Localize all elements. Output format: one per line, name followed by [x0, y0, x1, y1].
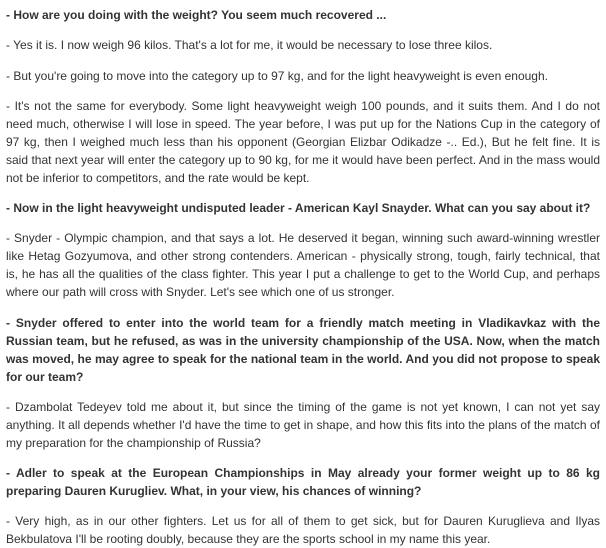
answer-paragraph: - It's not the same for everybody. Some light heavyweight weigh 100 pounds, and it suits them. And I do not need much, otherwise I will lose in speed. The year before, I was put up for the Nations Cup in the category of 97 kg, then I weighed much less than his opponent (Georgian Elizbar Odikadze -.. Ed.), But he felt fine. It is said that next year will enter the category up to 90 kg, for me it would have been perfect. And in the mass would not be inferior to competitors, and the rate would be kept.	[6, 99, 600, 185]
answer-paragraph: - Very high, as in our other fighters. Let us for all of them to get sick, but for Dauren Kuruglieva and Ilyas Bekbulatova I'll be rooting doubly, because they are the sports school in my name this year.	[6, 514, 600, 546]
answer-paragraph: - Yes it is. I now weigh 96 kilos. That's a lot for me, it would be necessary to lose three kilos.	[6, 38, 493, 52]
interview-article	[0, 6, 606, 548]
question-paragraph: - Snyder offered to enter into the world team for a friendly match meeting in Vladikavkaz with the Russian team, but he refused, as was in the university championship of the USA. Now, when the match was moved, he may agree to speak for the national team in the world. And you did not propose to speak for our team?	[6, 316, 600, 384]
answer-paragraph: - Dzambolat Tedeyev told me about it, but since the timing of the game is not yet known, I can not yet say anything. It all depends whether I'd have the time to get in shape, and how this fits into the plans of the match of my preparation for the championship of Russia?	[6, 400, 600, 450]
question-paragraph: - Adler to speak at the European Championships in May already your former weight up to 86 kg preparing Dauren Kurugliev. What, in your view, his chances of winning?	[6, 466, 600, 498]
question-paragraph: - But you're going to move into the category up to 97 kg, and for the light heavyweight is even enough.	[6, 69, 548, 83]
answer-paragraph: - Snyder - Olympic champion, and that says a lot. He deserved it began, winning such award-winning wrestler like Hetag Gozyumova, and other strong contenders. American - physically strong, tough, fairly technical, that is, he has all the qualities of the class fighter. This year I put a challenge to get to the World Cup, and perhaps where our path will cross with Snyder. Let's see which one of us stronger.	[6, 231, 600, 299]
question-paragraph: - Now in the light heavyweight undisputed leader - American Kayl Snayder. What can you say about it?	[6, 201, 591, 215]
question-paragraph: - How are you doing with the weight? You seem much recovered ...	[6, 8, 387, 22]
